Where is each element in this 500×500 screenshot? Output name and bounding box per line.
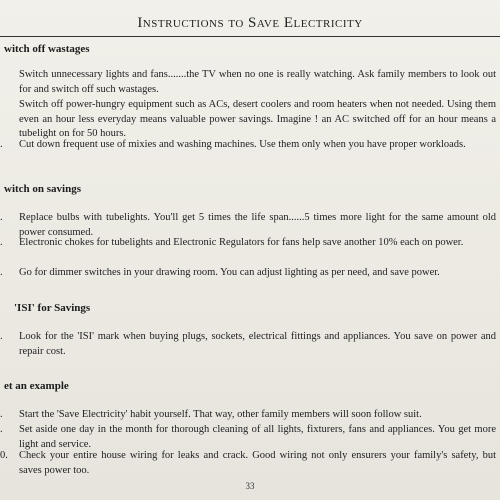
section-heading-switch-off: witch off wastages — [4, 43, 90, 55]
item-number: . — [0, 139, 3, 150]
item-number: . — [0, 212, 3, 223]
item-text: Check your entire house wiring for leaks and crack. Good wiring not only ensurers your family's safety, but saves power too. — [19, 450, 496, 476]
title-rule — [0, 36, 500, 37]
section-heading-isi: 'ISI' for Savings — [14, 302, 91, 314]
page-title: Instructions to Save Electricity — [137, 15, 363, 31]
item-number: . — [0, 409, 3, 420]
item-text: Cut down frequent use of mixies and washing machines. Use them only when you have proper workloads. — [19, 139, 466, 150]
item-text: Switch off power-hungry equipment such as ACs, desert coolers and room heaters when not needed. Using them even an hour less everyday means valuable power savings. Imagine ! an AC switched off for an hour means a tubelight on for 50 hours. — [19, 99, 496, 139]
item-text: Look for the 'ISI' mark when buying plugs, sockets, electrical fittings and appliances. You save on power and repair cost. — [19, 331, 496, 357]
item-number: . — [0, 331, 3, 342]
item-text: Go for dimmer switches in your drawing room. You can adjust lighting as per need, and save power. — [19, 267, 440, 278]
section-heading-switch-on: witch on savings — [4, 183, 82, 195]
item-text: Electronic chokes for tubelights and Electronic Regulators for fans help save another 10% each on power. — [19, 237, 464, 248]
item-text: Replace bulbs with tubelights. You'll get 5 times the life span......5 times more light for the same amount old power consumed. — [19, 212, 496, 238]
item-text: Set aside one day in the month for thorough cleaning of all lights, fixturers, fans and appliances. You get more light and service. — [19, 424, 496, 450]
item-number: . — [0, 267, 3, 278]
section-heading-example: et an example — [4, 380, 69, 392]
item-number: . — [0, 424, 3, 435]
item-text: Switch unnecessary lights and fans.......the TV when no one is really watching. Ask family members to look out for and switch off such wastages. — [19, 69, 496, 95]
item-number: . — [0, 237, 3, 248]
page-number: 33 — [245, 481, 255, 491]
item-text: Start the 'Save Electricity' habit yourself. That way, other family members will soon follow suit. — [19, 409, 422, 420]
item-number: 0. — [0, 450, 8, 461]
